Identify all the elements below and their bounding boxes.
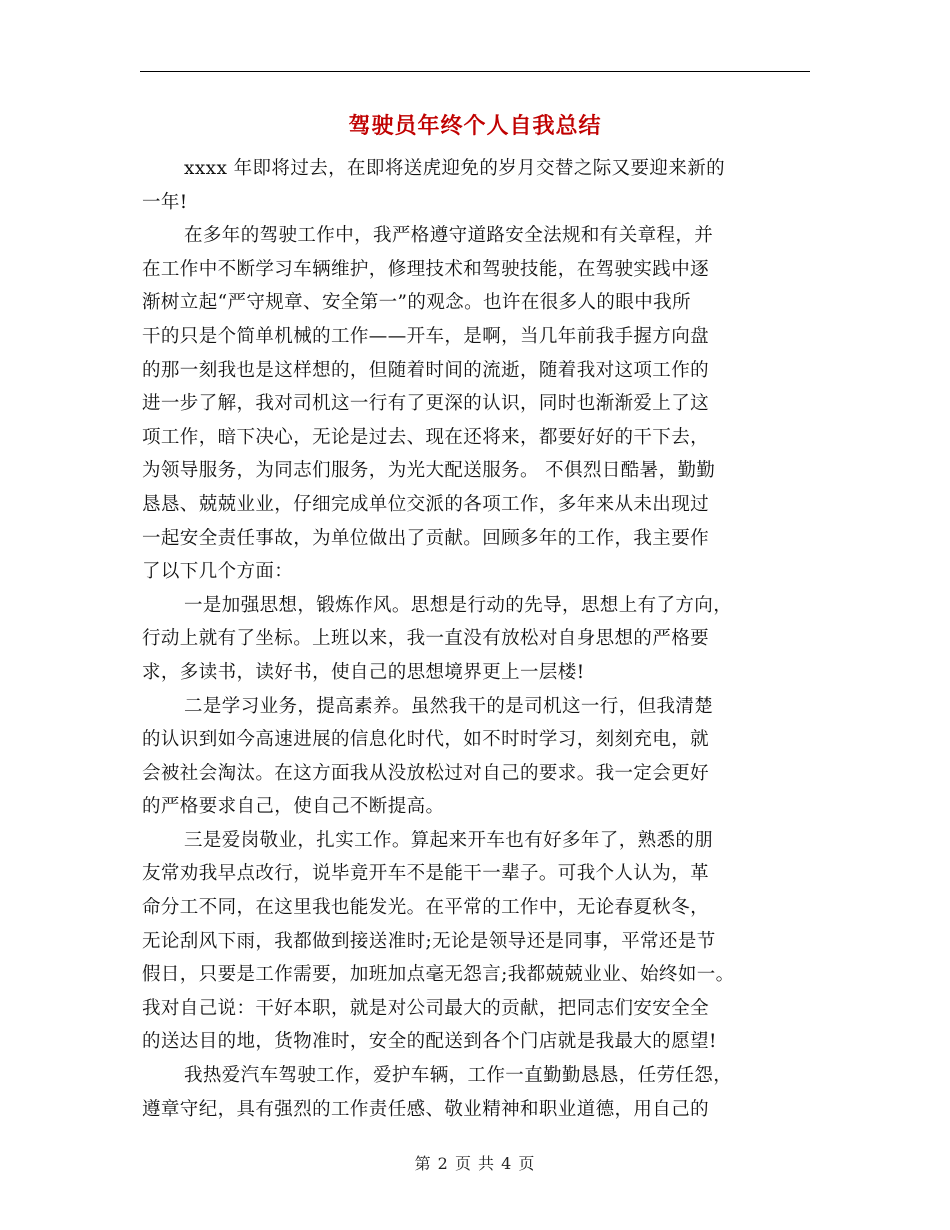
body-text-line: 命分工不同，在这里我也能发光。在平常的工作中，无论春夏秋冬， [142,897,710,919]
body-text-line: 遵章守纪，具有强烈的工作责任感、敬业精神和职业道德，用自己的 [142,1098,710,1120]
body-text-line: 在多年的驾驶工作中，我严格遵守道路安全法规和有关章程，并 [184,225,714,247]
body-text-line: 一起安全责任事故，为单位做出了贡献。回顾多年的工作，我主要作 [142,527,710,549]
body-text-line: 行动上就有了坐标。上班以来，我一直没有放松对自身思想的严格要 [142,628,710,650]
body-text-line: 假日，只要是工作需要，加班加点毫无怨言;我都兢兢业业、始终如一。 [142,964,735,986]
body-text-line: 进一步了解，我对司机这一行有了更深的认识，同时也渐渐爱上了这 [142,393,710,415]
body-text-line: 友常劝我早点改行，说毕竟开车不是能干一辈子。可我个人认为，革 [142,863,710,885]
body-text-line: 会被社会淘汰。在这方面我从没放松过对自己的要求。我一定会更好 [142,762,710,784]
document-body [142,152,810,1126]
body-text-line: 我热爱汽车驾驶工作，爱护车辆，工作一直勤勤恳恳，任劳任怨， [184,1065,733,1087]
body-text-line: 在工作中不断学习车辆维护，修理技术和驾驶技能，在驾驶实践中逐 [142,258,710,280]
body-text-line: 一是加强思想，锻炼作风。思想是行动的先导，思想上有了方向， [184,594,733,616]
body-text-line: 一年! [142,191,188,213]
body-text-line: 了以下几个方面： [142,561,294,583]
body-text-line: 求，多读书，读好书，使自己的思想境界更上一层楼! [142,661,585,683]
body-text-line: 的那一刻我也是这样想的，但随着时间的流逝，随着我对这项工作的 [142,359,710,381]
body-text-line: 二是学习业务，提高素养。虽然我干的是司机这一行，但我清楚 [184,695,714,717]
header-rule [140,71,810,72]
body-text-line: 为领导服务，为同志们服务，为光大配送服务。 不俱烈日酷暑，勤勤 [142,460,716,482]
body-text-line: 渐树立起“严守规章、安全第一”的观念。也许在很多人的眼中我所 [142,292,691,314]
body-text-line: 干的只是个简单机械的工作——开车，是啊，当几年前我手握方向盘 [142,325,710,347]
document-title: 驾驶员年终个人自我总结 [348,113,602,139]
body-text-line: 的送达目的地，货物准时，安全的配送到各个门店就是我最大的愿望! [142,1031,717,1053]
body-text-line: 我对自己说：干好本职，就是对公司最大的贡献，把同志们安安全全 [142,997,710,1019]
body-text-line: 恳恳、兢兢业业，仔细完成单位交派的各项工作，多年来从未出现过 [142,493,710,515]
body-text-line: 的严格要求自己，使自己不断提高。 [142,796,445,818]
body-text-line: 无论刮风下雨，我都做到接送准时;无论是领导还是同事，平常还是节 [142,930,716,952]
body-text-line: 的认识到如今高速进展的信息化时代，如不时时学习，刻刻充电，就 [142,729,710,751]
body-text-line: 项工作，暗下决心，无论是过去、现在还将来，都要好好的干下去， [142,426,710,448]
body-text-line: 三是爱岗敬业，扎实工作。算起来开车也有好多年了，熟悉的朋 [184,829,714,851]
page-number-footer: 第 2 页 共 4 页 [414,1154,536,1173]
body-text-line: xxxx 年即将过去，在即将送虎迎免的岁月交替之际又要迎来新的 [184,158,726,179]
